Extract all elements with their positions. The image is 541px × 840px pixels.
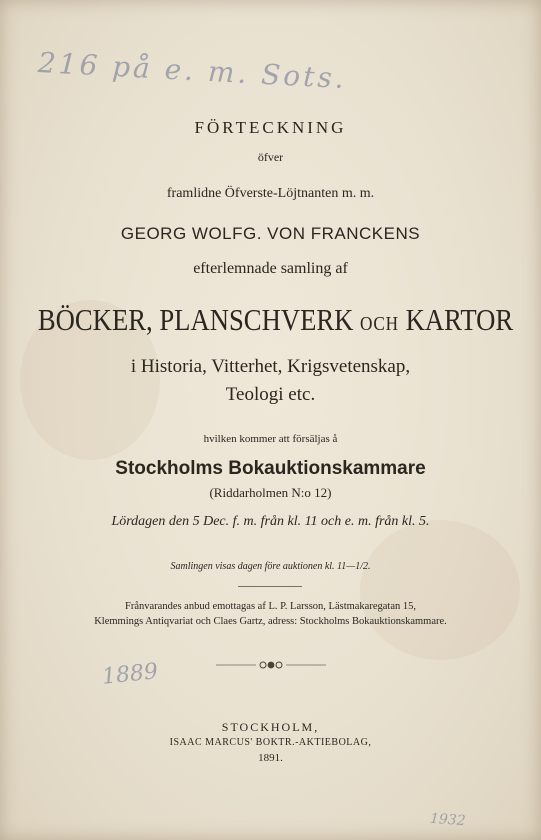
paper-stain [360,520,520,660]
auction-house-name: Stockholms Bokauktionskammare [115,458,426,479]
hvilken-text: hvilken kommer att försäljas å [203,433,338,445]
subjects-line-1: i Historia, Vitterhet, Krigsvetenskap, [130,356,411,377]
framlidne-text: framlidne Öfverste-Löjtnanten m. m. [166,186,375,201]
absentee-bids-line-1: Frånvarandes anbud emottagas af L. P. Larsson, Lästmakaregatan 15, [125,601,416,612]
catalogue-title: FÖRTECKNING [194,118,347,137]
auction-house-address: (Riddarholmen N:o 12) [209,485,332,500]
owner-name: GEORG WOLFG. VON FRANCKENS [120,224,421,243]
ornament-divider [216,658,326,672]
collection-heading-och: OCH [360,313,399,335]
collection-heading-part2: KARTOR [405,302,514,337]
absentee-bids-line-2: Klemmings Antiqvariat och Claes Gartz, adress: Stockholms Bokauktionskammare. [94,616,447,627]
over-text: öfver [257,150,284,164]
imprint-printer: ISAAC MARCUS' BOKTR.-AKTIEBOLAG, [169,737,372,748]
collection-heading-part1: BÖCKER, PLANSCHVERK [37,302,354,337]
imprint-year: 1891. [258,752,283,764]
divider-rule [238,586,302,587]
handwritten-note-top: 216 på e. m. Sots. [37,46,348,96]
subjects-line-2: Teologi etc. [225,384,316,405]
viewing-hours: Samlingen visas dagen före auktionen kl. 11—1/2. [170,561,371,572]
handwritten-note-middle: 1889 [100,659,160,690]
collection-heading [37,302,514,338]
imprint-city: STOCKHOLM, [221,720,320,734]
efterlemnade-text: efterlemnade samling af [193,260,348,277]
handwritten-note-bottom: 1932 [429,810,467,830]
auction-date-line: Lördagen den 5 Dec. f. m. från kl. 11 och e. m. från kl. 5. [111,514,430,529]
